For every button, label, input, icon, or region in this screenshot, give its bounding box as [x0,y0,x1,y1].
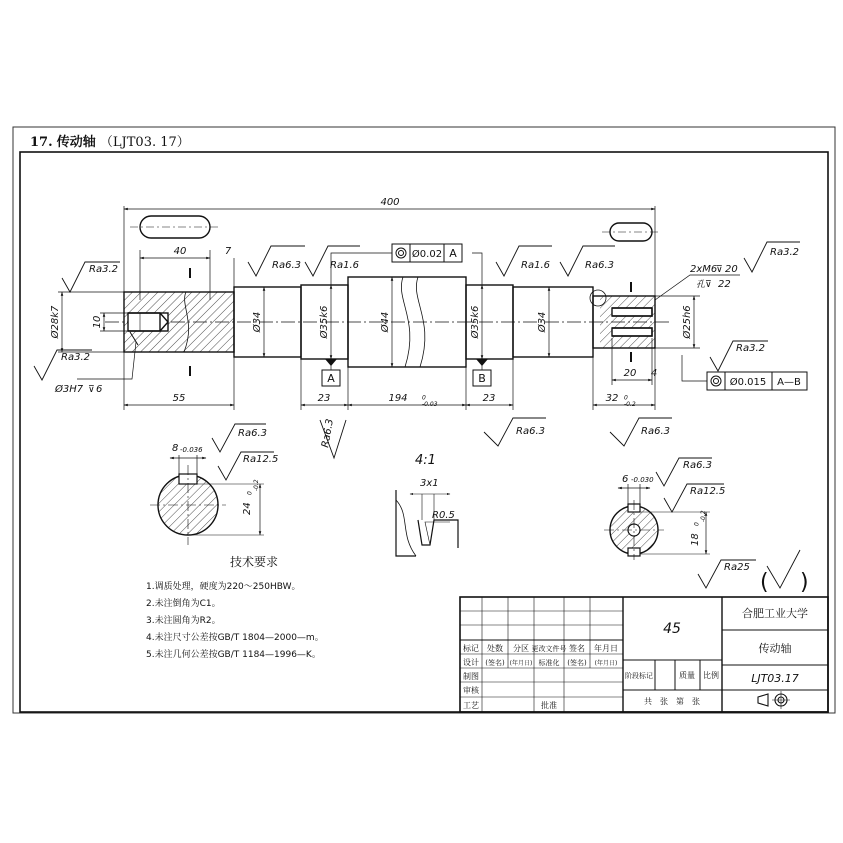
roughness-16: Ra25 [724,562,750,573]
tb-stage: 阶段标记 [625,672,653,680]
roughness-12: Ra6.3 [238,428,267,439]
roughness-10: Ra6.3 [516,426,545,437]
dim-dia-35k6-left: Ø35k6 [319,305,330,339]
dim-dia-35k6-right: Ø35k6 [470,305,481,339]
tech-item-2: 2.未注倒角为C1。 [146,599,221,609]
dim-10: 10 [92,315,103,329]
tb-sheets: 共 张 第 张 [644,697,700,706]
detail-scale: 4:1 [415,453,436,468]
dim-offset-7: 7 [224,246,232,257]
dim-55: 55 [172,393,186,404]
tb-h3: 分区 [513,644,529,653]
detail-labels [415,453,455,521]
dim-4: 4 [650,368,658,379]
tb-part-name: 传动轴 [758,642,792,655]
tb-h2: 处数 [487,644,503,653]
thread-depth: 20 [725,264,738,275]
roughness-15: Ra12.5 [690,486,726,497]
title-block-text [463,606,808,710]
hole-depth: 6 [96,384,103,395]
drill-depth: 22 [718,279,731,290]
section-left [150,455,264,545]
tb-label-3: 工艺 [463,701,479,710]
tb-mass: 质量 [679,671,695,680]
dim-194-tol: 0 -0.03 [422,394,438,408]
dim-20: 20 [623,368,637,379]
tb-h6: 年月日 [594,644,618,653]
roughness-bracket-right: ) [800,570,809,595]
caption-number: 17. [30,135,53,150]
sec-a-depth: 24 [242,502,253,515]
runout-datum: A—B [777,377,801,388]
tb-school: 合肥工业大学 [742,607,808,620]
tech-title: 技术要求 [230,555,279,569]
dim-keyway-40: 40 [173,246,187,257]
sec-b-depth: 18 [690,533,701,546]
drill-symbol: 孔⊽ [696,280,712,290]
roughness-13: Ra12.5 [243,454,279,465]
tb-label-2: 审核 [463,686,479,695]
dim-dia-44: Ø44 [380,311,391,333]
dim-194: 194 [388,393,408,404]
dim-dia-34-left: Ø34 [252,311,263,333]
coaxial-value: Ø0.02 [411,249,443,260]
tb-h5: 签名 [569,644,585,653]
dim-23-left: 23 [317,393,331,404]
detail-radius: R0.5 [432,510,455,521]
roughness-11: Ra6.3 [641,426,670,437]
roughness-bracket-left: ( [760,570,769,595]
roughness-8: Ra3.2 [736,343,765,354]
caption-title: 传动轴 [56,135,96,150]
tb-material: 45 [663,621,681,637]
tb-r2: (签名) [485,659,505,667]
datum-b-label: B [478,372,486,385]
detail-groove: 3x1 [420,478,439,489]
tb-r1: 设计 [463,658,479,667]
coaxial-datum: A [449,247,457,260]
sec-b-width: 6 [622,474,629,485]
roughness-1: Ra3.2 [89,264,118,275]
dim-overall: 400 [380,197,400,208]
runout-frame [707,372,807,390]
sec-a-depth-tol: 0-0.2 [246,479,260,495]
roughness-2: Ra3.2 [61,352,90,363]
dim-dia-34-right: Ø34 [537,311,548,333]
dim-dia-25h6: Ø25h6 [682,305,693,339]
tb-h1: 标记 [463,644,479,653]
dim-32: 32 [605,393,619,404]
hole-depth-symbol: ⊽ [88,385,95,395]
hole-note: Ø3H7 [55,384,84,395]
roughness-3: Ra6.3 [272,260,301,271]
projection-symbol [758,691,790,709]
dim-dia-28k7: Ø28k7 [50,305,61,339]
tb-r6: (年月日) [594,660,618,667]
sec-a-width: 8 [172,443,179,454]
sec-a-width-tol: -0.036 [180,446,203,454]
thread-depth-symbol: ⊽ [716,265,723,275]
tech-requirements [146,554,324,660]
tech-item-1: 1.调质处理，硬度为220～250HBW。 [146,582,301,592]
tb-label-1: 制图 [463,672,479,681]
dim-23-right: 23 [482,393,496,404]
tb-scale: 比例 [703,671,719,680]
sec-b-depth-tol: 0-0.2 [693,510,707,526]
roughness-14: Ra6.3 [683,460,712,471]
runout-value: Ø0.015 [729,377,767,388]
caption-code: （LJT03. 17） [99,135,190,150]
thread-note: 2xM6 [690,264,718,275]
tb-r4: 标准化 [538,659,560,667]
tech-item-3: 3.未注圆角为R2。 [146,616,221,626]
dim-32-tol: 0 -0.2 [624,394,636,408]
tb-drawing-no: LJT03.17 [751,672,799,685]
roughness-9: Ra6.3 [320,418,336,449]
datum-a-label: A [327,372,335,385]
inner-border [20,152,828,712]
outer-border [13,127,835,713]
tb-r5: (签名) [567,659,587,667]
roughness-6: Ra6.3 [585,260,614,271]
sec-b-width-tol: -0.030 [631,476,654,484]
tb-approve: 批准 [541,701,557,710]
roughness-4: Ra1.6 [330,260,359,271]
coaxiality-frame [392,244,462,262]
roughness-7: Ra3.2 [770,247,799,258]
tb-h4: 更改文件号 [531,645,567,653]
roughness-5: Ra1.6 [521,260,550,271]
tb-r3: (年月日) [509,660,533,667]
tech-item-4: 4.未注尺寸公差按GB/T 1804—2000—m。 [146,633,324,643]
tech-item-5: 5.未注几何公差按GB/T 1184—1996—K。 [146,650,321,660]
detail-view [396,490,458,556]
shaft-main-view [105,216,670,376]
